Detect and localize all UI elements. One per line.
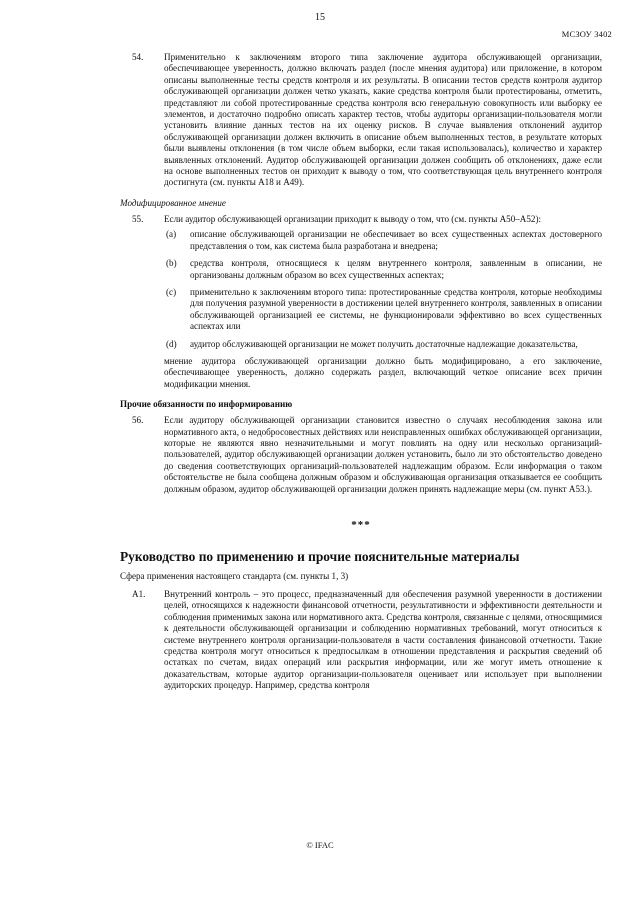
section-heading-other-reporting: Прочие обязанности по информированию [120,399,293,410]
paragraph-text: Внутренний контроль – это процесс, предназначенный для обеспечения разумной уверенности в достижении целей, относящихся к надежности финансовой отчетности, результативности и эффективности деятельности и соблюдения применимых закона или нормативного акта. Средства контроля, связанные с целями, относящимися к деятельности обслуживающей организации и соблюдению нормативных требований, могут относиться к системе внутреннего контроля организации-пользователя в части составления финансовой отчетности. Такие средства контроля могут относиться к предпосылкам в отношении представления и раскрытия сведений об остатках по счетам, видах операций или раскрытия информации, или же могут иметь отношение к доказательствам, которые аудитор организации-пользователя оценивает или использует при выполнении аудиторских процедур. Например, средства контроля [164,589,602,691]
list-item [164,229,602,252]
paragraph-56 [120,415,602,495]
paragraph-text: Если аудитору обслуживающей организации становится известно о случаях несоблюдения закона или нормативного акта, о недобросовестных действиях или неисправленных ошибках обслуживающей организации, которые не являются явно незначительными и могут повлиять на одну или несколько организаций-пользователей, аудитор обслуживающей организации должен установить, было ли это обстоятельство доведено до сведения соответствующих организаций-пользователей надлежащим образом. Если информация о таком обстоятельстве не была сообщена должным образом и обслуживающая организация отказывается ее сообщить должным образом, аудитор обслуживающей организации должен принять надлежащие меры (см. пункт A53.). [164,415,602,494]
condition-list [164,229,602,350]
paragraph-55 [120,214,602,390]
item-letter: (b) [166,258,177,269]
scope-subheading: Сфера применения настоящего стандарта (см. пункты 1, 3) [120,571,349,581]
paragraph-conclusion: мнение аудитора обслуживающей организации должно быть модифицировано, а его заключение, обеспечивающее уверенность, должно содержать раздел, включающий четкое описание всех причин модификации мнения. [164,355,602,389]
list-item [164,339,602,350]
paragraph-number: 54. [132,52,144,62]
item-letter: (d) [166,338,177,349]
paragraph-intro: Если аудитор обслуживающей организации приходит к выводу о том, что (см. пункты A50–A52): [164,213,542,224]
paragraph-number: A1. [132,589,146,599]
guidance-title: Руководство по применению и прочие пояснительные материалы [120,549,520,564]
section-heading-modified-opinion: Модифицированное мнение [120,197,226,208]
paragraph-a1 [120,589,602,692]
paragraph-54 [120,52,602,189]
paragraph-text: Применительно к заключениям второго типа заключение аудитора обслуживающей организации, обеспечивающее уверенность, должно включать раздел (после мнения аудитора) или приложение, в котором описаны выполненные тесты средств контроля и их результаты. В описании тестов средств контроля аудитор обслуживающей организации должен четко указать, какие средства контроля были протестированы, отметить, представляют ли собой протестированные средства контроля всю генеральную совокупность или выборку ее элементов, и достаточно подробно описать характер тестов, чтобы аудиторы организации-пользователя могли установить влияние данных тестов на их оценку рисков. В случае выявления отклонений аудитор обслуживающей организации должен включить в описание объем выполненных тестов, в результате которых были выявлены отклонения (в том числе объем выборки, если такая использовалась), количество и характер выявленных отклонений. Аудитор обслуживающей организации должен сообщить об отклонениях, даже если на основе выполненных тестов он приходит к выводу о том, что соответствующая цель внутреннего контроля достигнута (см. пункты A18 и A49). [164,52,602,188]
item-text: применительно к заключениям второго типа: протестированные средства контроля, которые необходимы для получения разумной уверенности в достижении целей внутреннего контроля, заявленных в описании обслуживающей организацией ее системы, не функционировали эффективно во всех существенных аспектах или [190,286,602,332]
copyright-footer: © IFAC [306,840,334,850]
list-item [164,258,602,281]
paragraph-number: 56. [132,415,144,426]
item-letter: (a) [166,229,177,240]
item-text: аудитор обслуживающей организации не может получить достаточные надлежащие доказательства, [190,338,578,349]
page-number: 15 [315,12,325,23]
item-text: средства контроля, относящиеся к целям внутреннего контроля, заявленным в описании, не организованы должным образом во всех существенных аспектах; [190,258,602,280]
item-letter: (c) [166,286,177,297]
list-item [164,287,602,333]
paragraph-number: 55. [132,213,144,224]
standard-code: МСЗОУ 3402 [561,29,612,39]
item-text: описание обслуживающей организации не обеспечивает во всех существенных аспектах достоверного представления о том, как система была разработана и внедрена; [190,229,602,251]
section-separator: *** [351,519,371,531]
document-body [120,52,602,692]
